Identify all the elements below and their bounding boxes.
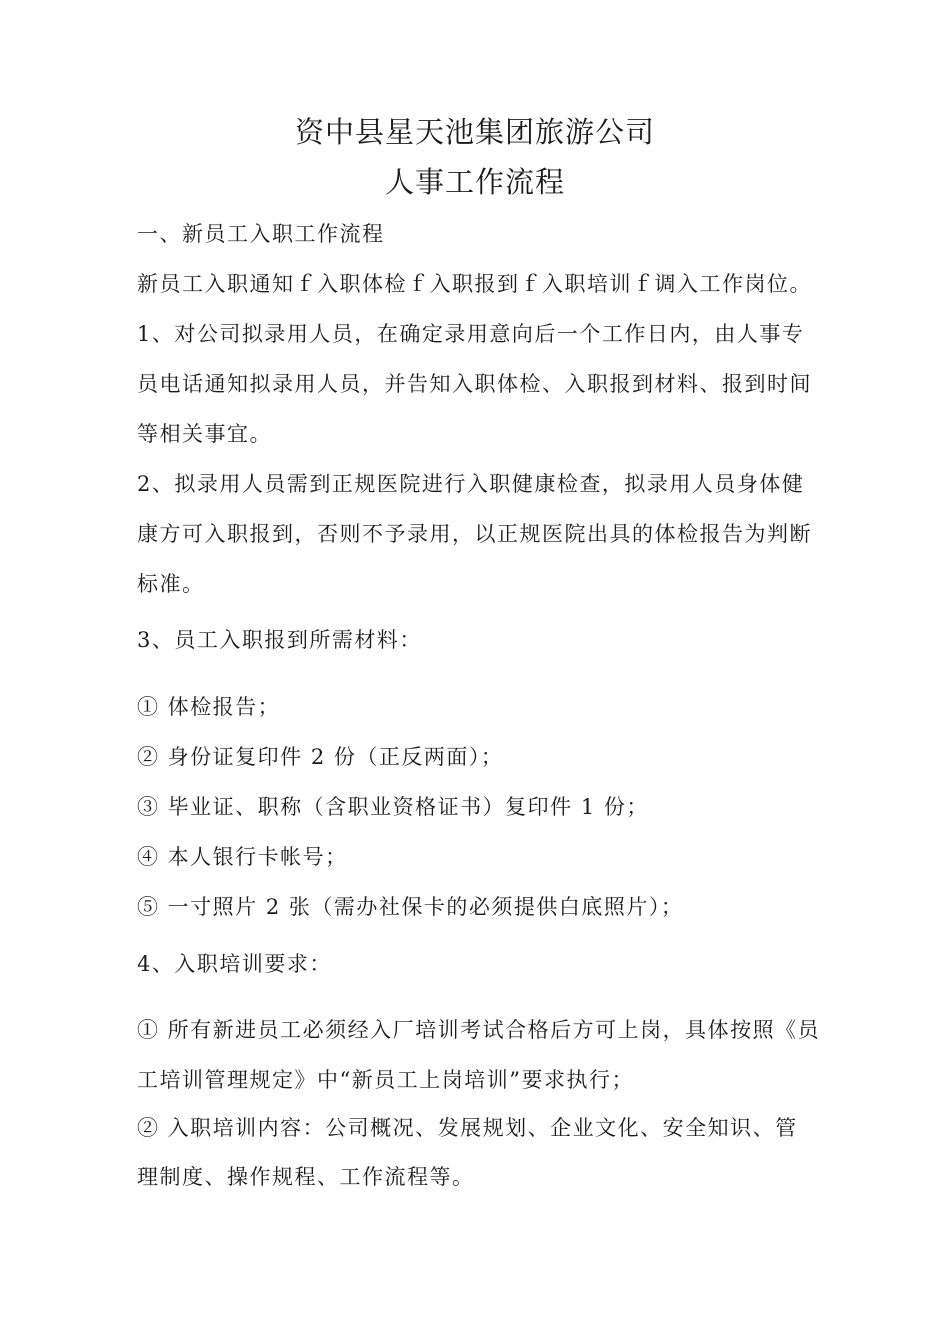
item3-sub2: ② 身份证复印件 2 份（正反两面）； (137, 745, 504, 769)
item3-sub3: ③ 毕业证、职称（含职业资格证书）复印件 1 份； (137, 795, 649, 819)
item3-heading: 3、员工入职报到所需材料： (137, 628, 422, 652)
document-subtitle: 人事工作流程 (384, 165, 565, 199)
item4-sub1-line1: ① 所有新进员工必须经入厂培训考试合格后方可上岗，具体按照《员 (137, 1018, 821, 1042)
item1-line3: 等相关事宜。 (137, 422, 272, 446)
item2-line1: 2、拟录用人员需到正规医院进行入职健康检查，拟录用人员身体健 (137, 472, 805, 496)
document-title: 资中县星天池集团旅游公司 (294, 115, 655, 149)
item2-line2: 康方可入职报到，否则不予录用，以正规医院出具的体检报告为判断 (137, 522, 812, 546)
item3-sub5: ⑤ 一寸照片 2 张（需办社保卡的必须提供白底照片）； (137, 895, 684, 919)
item2-line3: 标准。 (137, 572, 205, 596)
item3-sub4: ④ 本人银行卡帐号； (137, 845, 348, 869)
item1-line1: 1、对公司拟录用人员，在确定录用意向后一个工作日内，由人事专 (137, 322, 805, 346)
item4-heading: 4、入职培训要求： (137, 952, 332, 976)
item4-sub1-line2: 工培训管理规定》中“新员工上岗培训”要求执行； (137, 1068, 634, 1092)
item4-sub2-line2: 理制度、操作规程、工作流程等。 (137, 1165, 475, 1189)
flow-line: 新员工入职通知ｆ入职体检ｆ入职报到ｆ入职培训ｆ调入工作岗位。 (137, 272, 812, 296)
item3-sub1: ① 体检报告； (137, 695, 281, 719)
item4-sub2-line1: ② 入职培训内容：公司概况、发展规划、企业文化、安全知识、管 (137, 1116, 798, 1140)
item1-line2: 员电话通知拟录用人员，并告知入职体检、入职报到材料、报到时间 (137, 372, 812, 396)
section-heading: 一、新员工入职工作流程 (137, 222, 385, 246)
